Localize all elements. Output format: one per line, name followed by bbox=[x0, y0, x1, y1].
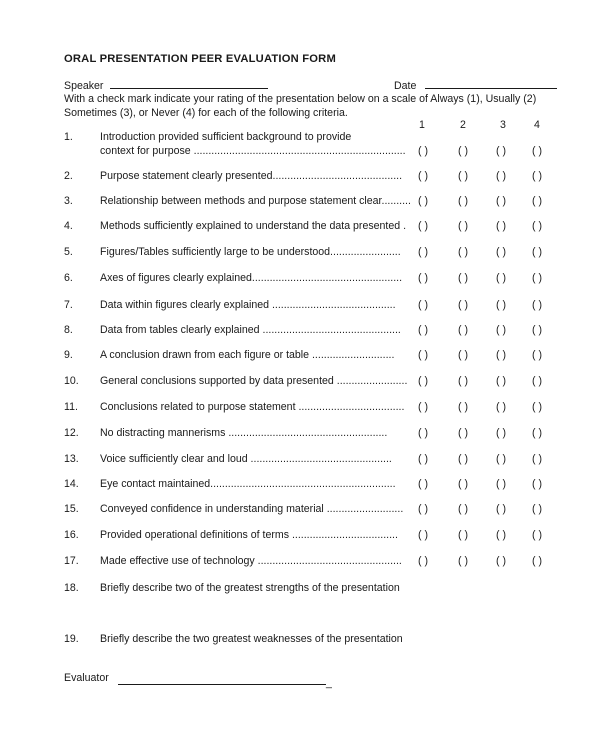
rating-checkbox-3[interactable]: ( ) bbox=[496, 453, 506, 465]
criterion-number: 13. bbox=[64, 453, 79, 465]
rating-checkbox-4[interactable]: ( ) bbox=[532, 170, 542, 182]
date-label: Date bbox=[394, 80, 417, 92]
criterion-number: 2. bbox=[64, 170, 73, 182]
rating-checkbox-2[interactable]: ( ) bbox=[458, 246, 468, 258]
evaluator-trailing-mark: _ bbox=[326, 677, 332, 689]
rating-checkbox-4[interactable]: ( ) bbox=[532, 555, 542, 567]
criterion-text: Made effective use of technology ................................................. bbox=[100, 555, 402, 567]
rating-checkbox-4[interactable]: ( ) bbox=[532, 503, 542, 515]
criterion-text: No distracting mannerisms ...................................................... bbox=[100, 427, 388, 439]
date-field bbox=[394, 79, 557, 92]
criterion-number: 17. bbox=[64, 555, 79, 567]
criterion-number: 4. bbox=[64, 220, 73, 232]
date-line[interactable] bbox=[425, 79, 557, 89]
rating-column-4: 4 bbox=[534, 119, 540, 131]
rating-checkbox-3[interactable]: ( ) bbox=[496, 478, 506, 490]
rating-checkbox-2[interactable]: ( ) bbox=[458, 170, 468, 182]
rating-checkbox-4[interactable]: ( ) bbox=[532, 349, 542, 361]
criterion-number: 3. bbox=[64, 195, 73, 207]
rating-checkbox-1[interactable]: ( ) bbox=[418, 478, 428, 490]
speaker-line[interactable] bbox=[110, 79, 268, 89]
speaker-field bbox=[64, 79, 268, 92]
criterion-text: General conclusions supported by data presented ........................ bbox=[100, 375, 408, 387]
criterion-number: 9. bbox=[64, 349, 73, 361]
rating-checkbox-4[interactable]: ( ) bbox=[532, 401, 542, 413]
rating-checkbox-2[interactable]: ( ) bbox=[458, 195, 468, 207]
criterion-text: Purpose statement clearly presented............................................ bbox=[100, 170, 403, 182]
rating-checkbox-2[interactable]: ( ) bbox=[458, 220, 468, 232]
criterion-text: Relationship between methods and purpose statement clear.......... bbox=[100, 195, 411, 207]
criterion-text: A conclusion drawn from each figure or table ............................ bbox=[100, 349, 395, 361]
rating-checkbox-4[interactable]: ( ) bbox=[532, 246, 542, 258]
criterion-number: 5. bbox=[64, 246, 73, 258]
rating-checkbox-4[interactable]: ( ) bbox=[532, 529, 542, 541]
rating-checkbox-2[interactable]: ( ) bbox=[458, 299, 468, 311]
criterion-text-line-2: context for purpose ........................................................................ bbox=[100, 145, 406, 157]
rating-checkbox-2[interactable]: ( ) bbox=[458, 324, 468, 336]
rating-column-3: 3 bbox=[500, 119, 506, 131]
rating-checkbox-1[interactable]: ( ) bbox=[418, 220, 428, 232]
criterion-number: 12. bbox=[64, 427, 79, 439]
rating-checkbox-1[interactable]: ( ) bbox=[418, 453, 428, 465]
rating-checkbox-2[interactable]: ( ) bbox=[458, 145, 468, 157]
instructions-line-1: With a check mark indicate your rating of the presentation below on a scale of Always (1), Usually (2) bbox=[64, 93, 537, 105]
question-text: Briefly describe two of the greatest strengths of the presentation bbox=[100, 582, 400, 594]
rating-checkbox-3[interactable]: ( ) bbox=[496, 324, 506, 336]
rating-checkbox-1[interactable]: ( ) bbox=[418, 145, 428, 157]
criterion-text: Figures/Tables sufficiently large to be understood........................ bbox=[100, 246, 401, 258]
rating-checkbox-3[interactable]: ( ) bbox=[496, 375, 506, 387]
rating-checkbox-2[interactable]: ( ) bbox=[458, 427, 468, 439]
rating-checkbox-2[interactable]: ( ) bbox=[458, 272, 468, 284]
rating-checkbox-4[interactable]: ( ) bbox=[532, 324, 542, 336]
rating-checkbox-2[interactable]: ( ) bbox=[458, 453, 468, 465]
rating-checkbox-1[interactable]: ( ) bbox=[418, 324, 428, 336]
criterion-text: Eye contact maintained............................................................... bbox=[100, 478, 396, 490]
rating-checkbox-4[interactable]: ( ) bbox=[532, 145, 542, 157]
rating-checkbox-1[interactable]: ( ) bbox=[418, 401, 428, 413]
rating-checkbox-4[interactable]: ( ) bbox=[532, 453, 542, 465]
rating-checkbox-4[interactable]: ( ) bbox=[532, 375, 542, 387]
rating-checkbox-3[interactable]: ( ) bbox=[496, 349, 506, 361]
rating-checkbox-3[interactable]: ( ) bbox=[496, 529, 506, 541]
criterion-text: Conveyed confidence in understanding material .......................... bbox=[100, 503, 404, 515]
rating-checkbox-1[interactable]: ( ) bbox=[418, 555, 428, 567]
rating-checkbox-4[interactable]: ( ) bbox=[532, 478, 542, 490]
rating-checkbox-2[interactable]: ( ) bbox=[458, 375, 468, 387]
evaluator-label: Evaluator bbox=[64, 672, 109, 684]
rating-checkbox-1[interactable]: ( ) bbox=[418, 427, 428, 439]
rating-column-1: 1 bbox=[419, 119, 425, 131]
rating-checkbox-1[interactable]: ( ) bbox=[418, 503, 428, 515]
criterion-text-line-1: Introduction provided sufficient background to provide bbox=[100, 131, 352, 143]
criterion-text: Axes of figures clearly explained................................................... bbox=[100, 272, 403, 284]
rating-checkbox-4[interactable]: ( ) bbox=[532, 427, 542, 439]
rating-checkbox-3[interactable]: ( ) bbox=[496, 220, 506, 232]
rating-checkbox-3[interactable]: ( ) bbox=[496, 555, 506, 567]
rating-checkbox-1[interactable]: ( ) bbox=[418, 170, 428, 182]
rating-checkbox-1[interactable]: ( ) bbox=[418, 246, 428, 258]
question-number: 18. bbox=[64, 582, 79, 594]
rating-checkbox-1[interactable]: ( ) bbox=[418, 272, 428, 284]
rating-checkbox-4[interactable]: ( ) bbox=[532, 272, 542, 284]
question-text: Briefly describe the two greatest weaknesses of the presentation bbox=[100, 633, 403, 645]
criterion-text: Methods sufficiently explained to understand the data presented . bbox=[100, 220, 407, 232]
criterion-number: 6. bbox=[64, 272, 73, 284]
speaker-label: Speaker bbox=[64, 80, 104, 92]
rating-checkbox-2[interactable]: ( ) bbox=[458, 349, 468, 361]
rating-checkbox-1[interactable]: ( ) bbox=[418, 529, 428, 541]
rating-checkbox-3[interactable]: ( ) bbox=[496, 195, 506, 207]
criterion-number: 11. bbox=[64, 401, 78, 413]
rating-checkbox-3[interactable]: ( ) bbox=[496, 401, 506, 413]
criterion-number: 14. bbox=[64, 478, 79, 490]
rating-checkbox-2[interactable]: ( ) bbox=[458, 503, 468, 515]
rating-checkbox-1[interactable]: ( ) bbox=[418, 375, 428, 387]
criterion-number: 15. bbox=[64, 503, 79, 515]
rating-checkbox-4[interactable]: ( ) bbox=[532, 220, 542, 232]
form-title: ORAL PRESENTATION PEER EVALUATION FORM bbox=[64, 53, 336, 65]
criterion-text: Data within figures clearly explained .......................................... bbox=[100, 299, 396, 311]
criterion-number: 16. bbox=[64, 529, 79, 541]
rating-checkbox-2[interactable]: ( ) bbox=[458, 478, 468, 490]
rating-checkbox-4[interactable]: ( ) bbox=[532, 195, 542, 207]
criterion-text: Data from tables clearly explained ............................................... bbox=[100, 324, 401, 336]
criterion-number: 10. bbox=[64, 375, 79, 387]
rating-checkbox-3[interactable]: ( ) bbox=[496, 145, 506, 157]
rating-checkbox-1[interactable]: ( ) bbox=[418, 299, 428, 311]
rating-checkbox-3[interactable]: ( ) bbox=[496, 427, 506, 439]
rating-checkbox-3[interactable]: ( ) bbox=[496, 299, 506, 311]
criterion-number: 7. bbox=[64, 299, 73, 311]
rating-checkbox-3[interactable]: ( ) bbox=[496, 503, 506, 515]
criterion-text: Conclusions related to purpose statement .................................... bbox=[100, 401, 405, 413]
rating-checkbox-2[interactable]: ( ) bbox=[458, 401, 468, 413]
rating-checkbox-3[interactable]: ( ) bbox=[496, 170, 506, 182]
rating-checkbox-3[interactable]: ( ) bbox=[496, 246, 506, 258]
criterion-text: Provided operational definitions of terms .................................... bbox=[100, 529, 398, 541]
criterion-text: Voice sufficiently clear and loud ................................................ bbox=[100, 453, 392, 465]
question-number: 19. bbox=[64, 633, 79, 645]
evaluator-signature-line[interactable] bbox=[118, 684, 326, 685]
criterion-number: 8. bbox=[64, 324, 73, 336]
rating-checkbox-1[interactable]: ( ) bbox=[418, 195, 428, 207]
rating-checkbox-4[interactable]: ( ) bbox=[532, 299, 542, 311]
rating-checkbox-2[interactable]: ( ) bbox=[458, 529, 468, 541]
criterion-number: 1. bbox=[64, 131, 73, 143]
rating-checkbox-3[interactable]: ( ) bbox=[496, 272, 506, 284]
rating-checkbox-2[interactable]: ( ) bbox=[458, 555, 468, 567]
rating-column-2: 2 bbox=[460, 119, 466, 131]
instructions-line-2: Sometimes (3), or Never (4) for each of the following criteria. bbox=[64, 107, 348, 119]
rating-checkbox-1[interactable]: ( ) bbox=[418, 349, 428, 361]
